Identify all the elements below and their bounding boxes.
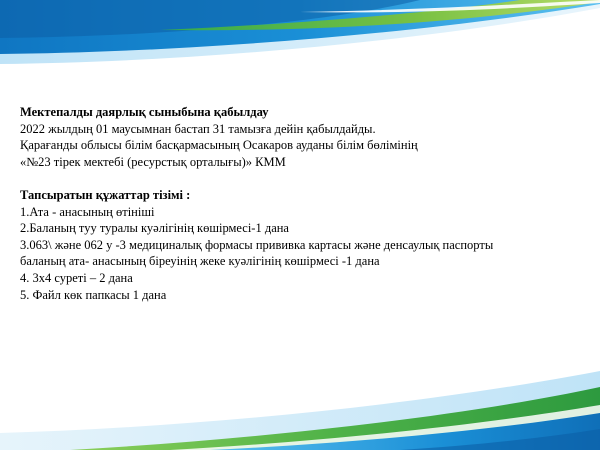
list-item: 5. Файл көк папкасы 1 дана [20, 287, 167, 302]
document-body [20, 104, 590, 303]
list-item: баланың ата- анасының біреуінің жеке куәлігінің көшірмесі -1 дана [20, 254, 380, 269]
list-item: 3.063\ және 062 у -3 медициналық формасы прививка картасы және денсаулық паспорты [20, 237, 494, 252]
list-heading: Тапсыратын құжаттар тізімі : [20, 187, 191, 202]
list-item: 1.Ата - анасының өтініші [20, 204, 155, 219]
intro-line: «№23 тірек мектебі (ресурстық орталығы)» КММ [20, 154, 286, 169]
list-item: 2.Баланың туу туралы куәлігінің көшірмесі-1 дана [20, 221, 289, 236]
list-item: 4. 3х4 суреті – 2 дана [20, 270, 133, 285]
bottom-swoosh-decoration [0, 365, 600, 450]
intro-line: 2022 жылдың 01 маусымнан бастап 31 тамызға дейін қабылдайды. [20, 121, 376, 136]
document-title: Мектепалды даярлық сыныбына қабылдау [20, 105, 269, 119]
intro-line: Қарағанды облысы білім басқармасының Осакаров ауданы білім бөлімінің [20, 138, 418, 153]
spacer [20, 170, 590, 187]
top-swoosh-decoration [0, 0, 600, 70]
